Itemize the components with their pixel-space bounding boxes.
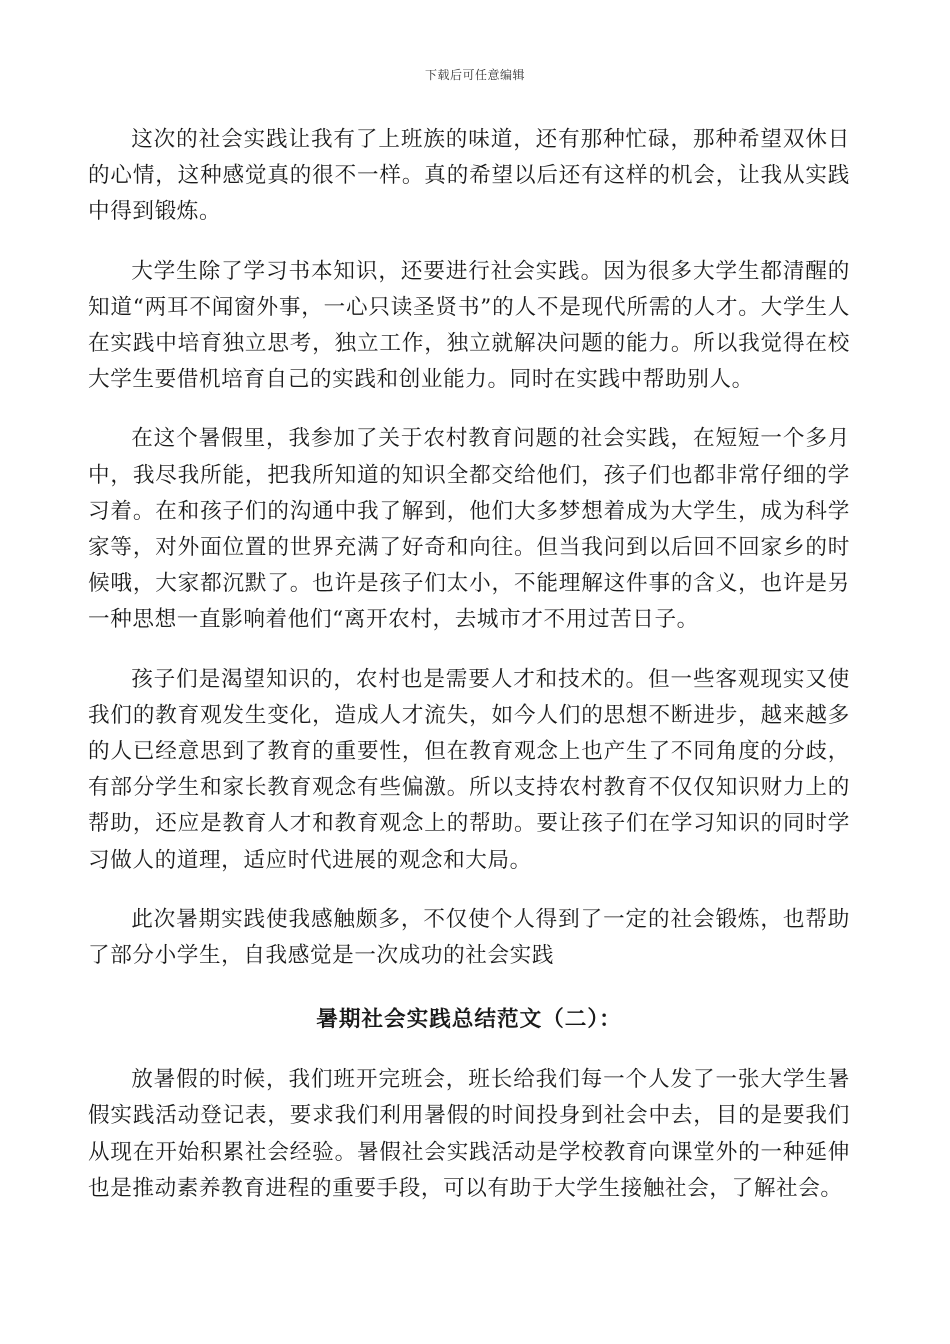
paragraph: 放暑假的时候，我们班开完班会，班长给我们每一个人发了一张大学生暑假实践活动登记表，要求我们利用暑假的时间投身到社会中去，目的是要我们从现在开始积累社会经验。暑假社会实践活动是学校教育向课堂外的一种延伸也是推动素养教育进程的重要手段，可以有助于大学生接触社会，了解社会。 bbox=[88, 1067, 850, 1201]
page-header: 下载后可任意编辑 bbox=[424, 68, 525, 82]
paragraph: 此次暑期实践使我感触颇多，不仅使个人得到了一定的社会锻炼，也帮助了部分小学生，自我感觉是一次成功的社会实践 bbox=[88, 906, 850, 969]
paragraph: 孩子们是渴望知识的，农村也是需要人才和技术的。但一些客观现实又使我们的教育观发生变化，造成人才流失，如今人们的思想不断进步，越来越多的人已经意思到了教育的重要性，但在教育观念上也产生了不同角度的分歧，有部分学生和家长教育观念有些偏激。所以支持农村教育不仅仅知识财力上的帮助，还应是教育人才和教育观念上的帮助。要让孩子们在学习知识的同时学习做人的道理，适应时代进展的观念和大局。 bbox=[88, 666, 850, 873]
document-body bbox=[88, 122, 850, 1230]
paragraph: 大学生除了学习书本知识，还要进行社会实践。因为很多大学生都清醒的知道“两耳不闻窗外事，一心只读圣贤书”的人不是现代所需的人才。大学生人在实践中培育独立思考，独立工作，独立就解决问题的能力。所以我觉得在校大学生要借机培育自己的实践和创业能力。同时在实践中帮助别人。 bbox=[88, 258, 850, 393]
paragraph: 在这个暑假里，我参加了关于农村教育问题的社会实践，在短短一个多月中，我尽我所能，把我所知道的知识全都交给他们，孩子们也都非常仔细的学习着。在和孩子们的沟通中我了解到，他们大多梦想着成为大学生，成为科学家等，对外面位置的世界充满了好奇和向往。但当我问到以后回不回家乡的时候哦，大家都沉默了。也许是孩子们太小，不能理解这件事的含义，也许是另一种思想一直影响着他们“离开农村，去城市才不用过苦日子。 bbox=[88, 426, 850, 633]
paragraph: 这次的社会实践让我有了上班族的味道，还有那种忙碌，那种希望双休日的心情，这种感觉真的很不一样。真的希望以后还有这样的机会，让我从实践中得到锻炼。 bbox=[88, 127, 850, 225]
section-heading: 暑期社会实践总结范文（二）： bbox=[316, 1007, 622, 1033]
